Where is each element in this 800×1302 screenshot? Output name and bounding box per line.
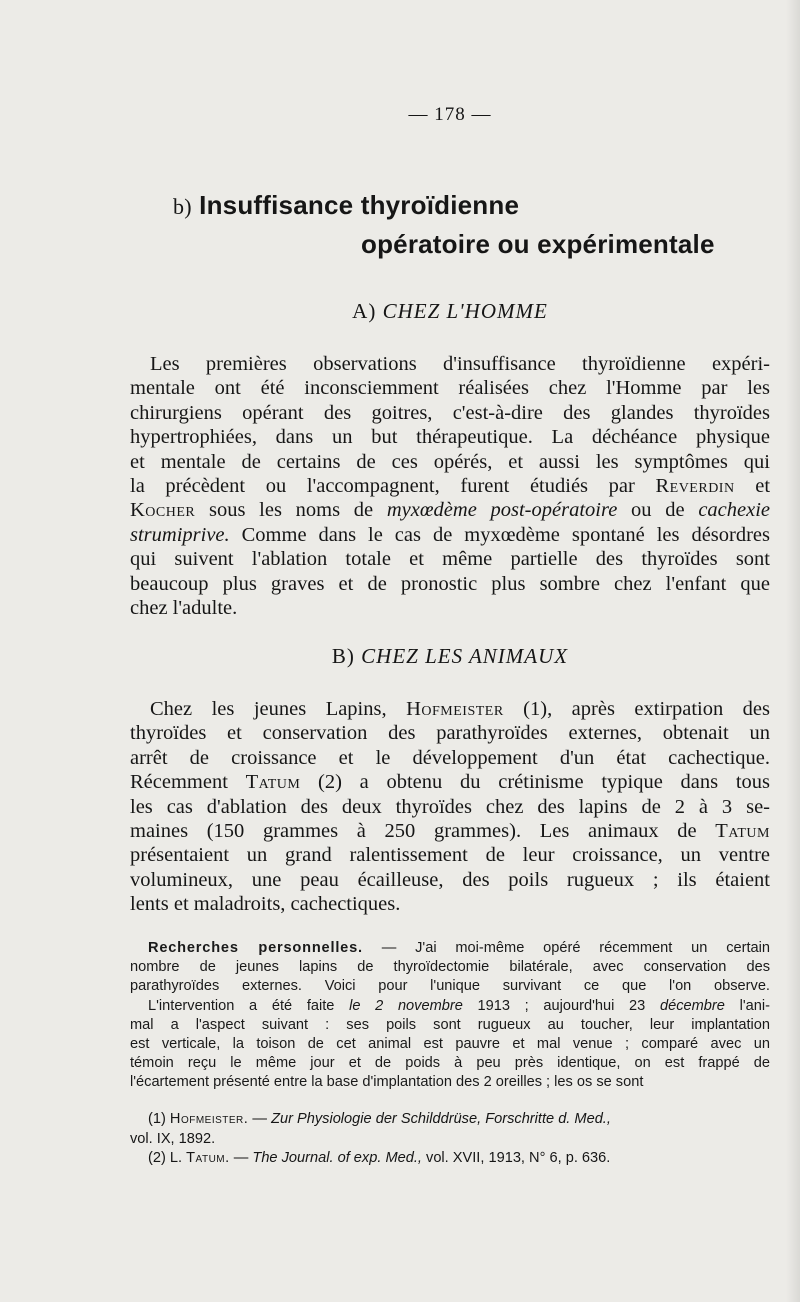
text-fragment: l'ani- [739, 997, 770, 1014]
text-fragment: 1913 ; aujourd'hui 23 [477, 997, 646, 1014]
text-fragment: maines (150 grammes à 250 grammes). Les animaux de [130, 820, 697, 843]
author-name: Kocher [130, 499, 196, 522]
page-number: — 178 — [408, 104, 492, 125]
text-fragment: la précèdent ou l'accompagnent, furent étudiés par [130, 475, 635, 498]
author-name: Hofmeister. [169, 1111, 249, 1127]
section-heading-line1 [173, 190, 519, 221]
paragraph-animaux [130, 697, 770, 917]
text-line: présentaient un grand ralentissement de leur croissance, un ventre [130, 844, 770, 867]
footnote-number: (2) L. [148, 1150, 183, 1166]
text-line: qui suivent l'ablation totale et même partielle des thyroïdes sont [130, 548, 770, 571]
personal-research-note [130, 939, 770, 1093]
text-fragment: sous les noms de [208, 499, 374, 522]
subheading-b [0, 644, 800, 669]
text-line: arrêt de croissance et le développement d'un état cachectique. [130, 746, 770, 769]
italic-term: The Journal. of exp. Med., [252, 1150, 422, 1166]
italic-term: le 2 novembre [349, 997, 463, 1014]
footnote-number: (1) [148, 1111, 166, 1127]
text-fragment: et [755, 475, 771, 498]
section-title-line1: Insuffisance thyroïdienne [199, 190, 520, 220]
italic-term: décembre [659, 997, 725, 1014]
author-name: Tatum [715, 820, 770, 843]
text-line: les cas d'ablation des deux thyroïdes chez des lapins de 2 à 3 se- [130, 795, 770, 818]
text-line: volumineux, une peau écailleuse, des poils rugueux ; ils étaient [130, 868, 770, 891]
italic-term: Zur Physiologie der Schilddrüse, Forschritte d. Med., [271, 1111, 611, 1127]
text-line [130, 697, 770, 721]
subheading-a-letter: A) [352, 299, 377, 323]
author-name: Reverdin [655, 475, 735, 498]
text-line: Les premières observations d'insuffisance thyroïdienne expéri- [150, 353, 770, 375]
text-line: thyroïdes et conservation des parathyroïdes externes, obtenait un [130, 722, 770, 745]
subheading-a [0, 299, 800, 324]
text-line: chirurgiens opérant des goitres, c'est-à-dire des glandes thyroïdes [130, 401, 770, 424]
text-fragment: vol. XVII, 1913, N° 6, p. 636. [426, 1150, 611, 1166]
italic-term: cachexie [698, 499, 771, 522]
text-line: lents et maladroits, cachectiques. [130, 893, 401, 916]
note-line: mal a l'aspect suivant : ses poils sont rugueux au toucher, leur implantation [130, 1016, 770, 1033]
text-line: hypertrophiées, dans un but thérapeutique. La déchéance physique [130, 426, 770, 449]
text-fragment: (1), après extirpation des [523, 698, 771, 720]
text-fragment: Comme dans le cas de myxœdème spontané les désordres [241, 523, 770, 546]
author-name: Tatum. [186, 1150, 230, 1166]
text-fragment: — J'ai moi-même opéré récemment un certain [381, 940, 770, 956]
text-fragment: L'intervention a été faite [148, 997, 335, 1014]
text-line: et mentale de certains de ces opérés, et aussi les symptômes qui [130, 450, 770, 473]
subheading-b-letter: B) [331, 644, 355, 668]
footnotes [130, 1110, 770, 1169]
text-fragment: Récemment [130, 771, 228, 794]
note-line: nombre de jeunes lapins de thyroïdectomie bilatérale, avec conservation des [130, 959, 770, 976]
text-line: beaucoup plus graves et de pronostic plus sombre chez l'enfant que [130, 572, 770, 595]
text-fragment: ou de [631, 499, 685, 522]
note-line [130, 997, 770, 1016]
note-heading: Recherches personnelles. [148, 940, 363, 956]
text-line [130, 770, 770, 794]
note-line [130, 939, 770, 958]
text-fragment: Chez les jeunes Lapins, [150, 698, 387, 720]
section-letter: b) [173, 194, 192, 219]
footnote-1 [130, 1110, 770, 1130]
text-line [130, 474, 770, 498]
text-line [130, 498, 770, 522]
paragraph-homme [130, 352, 770, 620]
text-fragment: (2) a obtenu du crétinisme typique dans tous [318, 771, 770, 794]
note-line: témoin reçu le même jour et de poids à peu près identique, on est frappé de [130, 1055, 770, 1072]
italic-term: myxœdème post-opératoire [386, 499, 618, 522]
author-name: Hofmeister [406, 698, 504, 720]
text-line [130, 819, 770, 843]
footnote-2 [130, 1149, 770, 1169]
text-line: mentale ont été inconsciemment réalisées chez l'Homme par les [130, 377, 770, 400]
footnote-1-continued: vol. IX, 1892. [130, 1130, 216, 1147]
text-line: chez l'adulte. [130, 597, 238, 620]
note-line: l'écartement présenté entre la base d'implantation des 2 oreilles ; les os se sont [130, 1074, 644, 1091]
italic-term: strumiprive. [130, 523, 230, 546]
note-line: est verticale, la toison de cet animal est pauvre et mal venue ; comparé avec un [130, 1036, 770, 1053]
text-line [130, 523, 770, 547]
author-name: Tatum [245, 771, 301, 794]
note-line: parathyroïdes externes. Voici pour l'unique survivant ce que l'on observe. [130, 978, 770, 995]
subheading-b-title: CHEZ LES ANIMAUX [361, 644, 569, 668]
subheading-a-title: CHEZ L'HOMME [382, 299, 548, 323]
section-title-line2: opératoire ou expérimentale [361, 229, 715, 259]
text-fragment: — [233, 1150, 249, 1166]
text-fragment: — [252, 1111, 267, 1127]
